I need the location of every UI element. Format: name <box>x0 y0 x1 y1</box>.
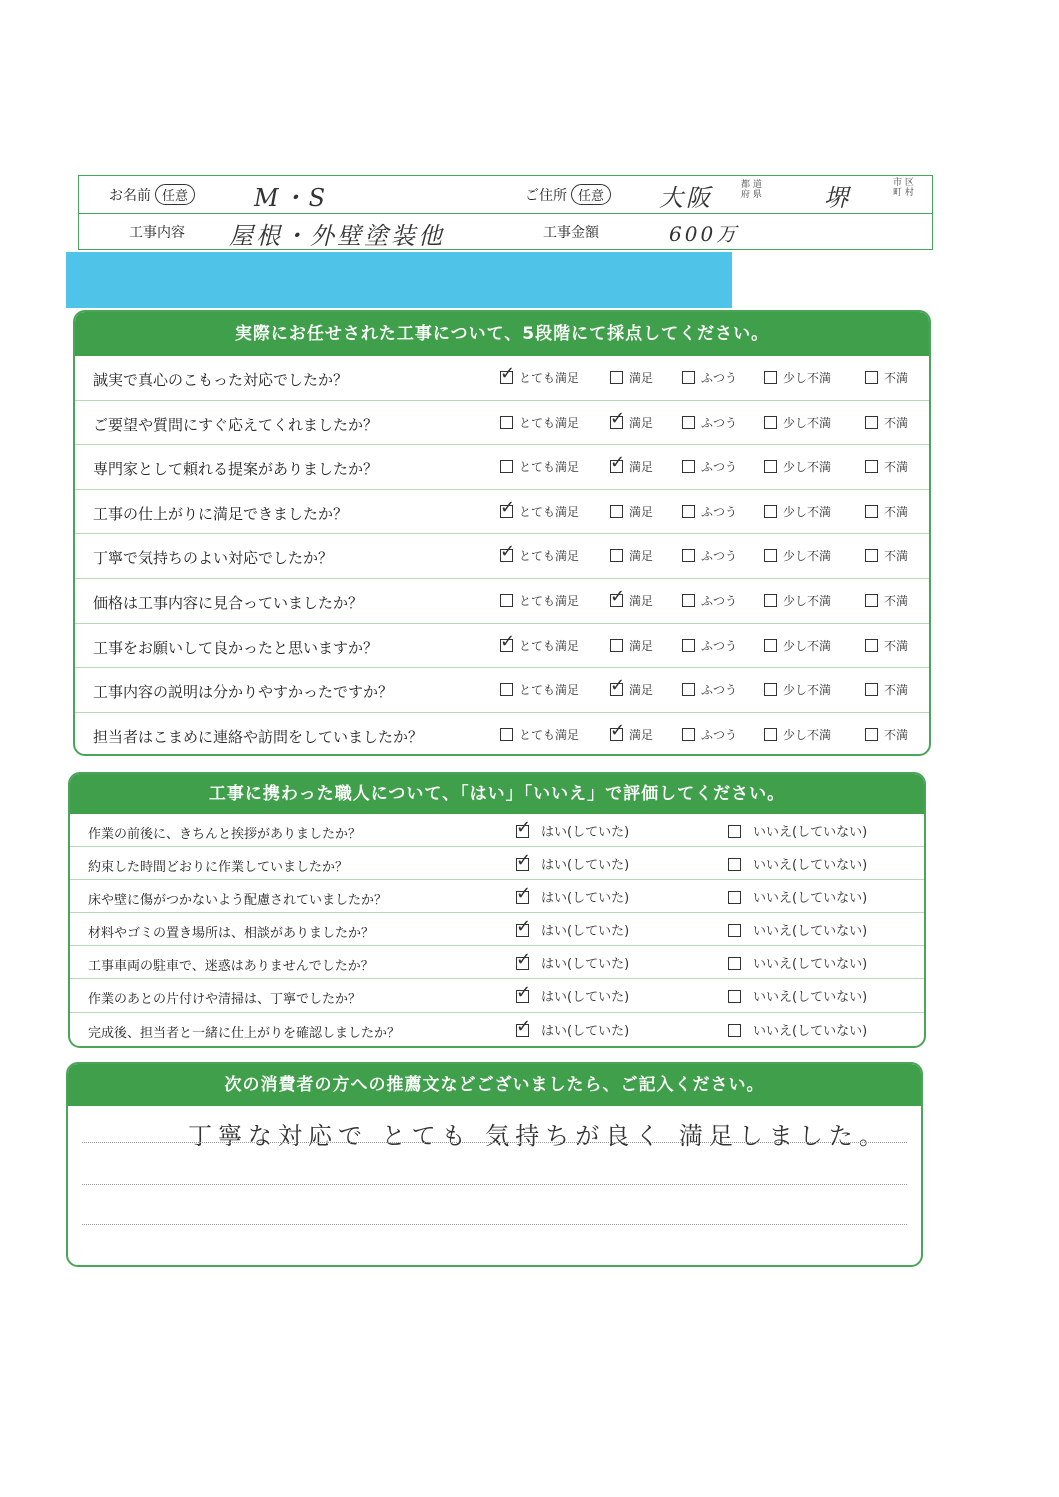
checkbox[interactable] <box>728 1024 741 1037</box>
rating-option[interactable] <box>865 681 908 698</box>
option-label: ふつう <box>701 504 738 519</box>
rating-row <box>75 668 929 713</box>
amount-value: 600万 <box>669 222 740 246</box>
rating-option[interactable] <box>682 726 737 743</box>
checkbox[interactable] <box>682 505 695 518</box>
checkbox[interactable] <box>682 683 695 696</box>
option-label: 不満 <box>884 593 909 608</box>
recommendation-section-title: 次の消費者の方への推薦文などございましたら、ご記入ください。 <box>68 1064 921 1106</box>
option-label: 少し不満 <box>783 460 832 475</box>
option-label: 不満 <box>884 683 909 698</box>
option-label: ふつう <box>701 638 738 653</box>
city-units: 市 区 町 村 <box>893 178 914 198</box>
checkbox[interactable] <box>728 891 741 904</box>
option-label: いいえ(していない) <box>753 924 868 940</box>
no-option[interactable] <box>728 854 867 873</box>
rating-option[interactable] <box>682 458 737 475</box>
option-label: とても満足 <box>519 415 580 430</box>
craftsman-row <box>70 847 924 880</box>
checkbox[interactable] <box>610 505 623 518</box>
option-label: 少し不満 <box>783 549 832 564</box>
checkbox[interactable] <box>610 416 623 429</box>
rating-option[interactable] <box>610 681 653 698</box>
option-label: ふつう <box>701 727 738 742</box>
yes-option[interactable] <box>516 953 629 972</box>
option-label: ふつう <box>701 593 738 608</box>
option-label: 満足 <box>629 460 654 475</box>
rating-option[interactable] <box>764 637 831 654</box>
rating-option[interactable] <box>865 458 908 475</box>
option-label: 不満 <box>884 460 909 475</box>
option-label: いいえ(していない) <box>753 891 868 907</box>
rating-option[interactable] <box>610 637 653 654</box>
rating-option[interactable] <box>500 547 579 564</box>
optional-badge: 任意 <box>571 184 611 205</box>
prefecture-units: 都 道 府 県 <box>741 180 762 200</box>
rating-question: 誠実で真心のこもった対応でしたか？ <box>93 371 349 389</box>
checkbox[interactable] <box>500 683 513 696</box>
checkbox[interactable] <box>682 639 695 652</box>
checkbox[interactable] <box>764 549 777 562</box>
rating-row <box>75 445 929 490</box>
rating-option[interactable] <box>764 458 831 475</box>
option-label: 満足 <box>629 371 654 385</box>
no-option[interactable] <box>728 821 867 840</box>
rating-option[interactable] <box>500 458 579 475</box>
option-label: 少し不満 <box>783 415 832 430</box>
craftsman-row <box>70 1013 924 1046</box>
option-label: ふつう <box>701 683 738 698</box>
option-label: いいえ(していない) <box>753 957 868 973</box>
address-prefecture: 大阪 <box>659 184 713 212</box>
craftsman-section-title: 工事に携わった職人について、「はい」「いいえ」で評価してください。 <box>70 774 924 814</box>
rating-question: 専門家として頼れる提案がありましたか？ <box>93 460 379 479</box>
rating-option[interactable] <box>500 414 579 431</box>
option-label: はい(していた) <box>541 990 630 1006</box>
comment-text: 丁寧な対応で とても 気持ちが良く 満足しました。 <box>188 1122 889 1150</box>
yes-option[interactable] <box>516 887 629 906</box>
craftsman-question: 作業の前後に、きちんと挨拶がありましたか？ <box>88 827 362 842</box>
craftsman-question: 作業のあとの片付けや清掃は、丁寧でしたか？ <box>88 992 362 1008</box>
option-label: 不満 <box>884 504 909 519</box>
work-value: 屋根・外壁塗装他 <box>229 222 445 250</box>
craftsman-question: 工事車両の駐車で、迷惑はありませんでしたか？ <box>88 959 374 975</box>
option-label: 満足 <box>629 683 654 698</box>
rating-row <box>75 401 929 446</box>
checkbox[interactable] <box>500 505 513 518</box>
yes-option[interactable] <box>516 821 629 840</box>
customer-info-box <box>78 175 933 250</box>
rating-option[interactable] <box>610 503 653 520</box>
rating-row <box>75 356 929 401</box>
checkbox[interactable] <box>865 639 878 652</box>
rating-option[interactable] <box>682 592 737 609</box>
rating-option[interactable] <box>764 726 831 743</box>
checkbox[interactable] <box>865 505 878 518</box>
yes-option[interactable] <box>516 1020 629 1039</box>
option-label: とても満足 <box>519 504 580 519</box>
option-label: 満足 <box>629 638 654 653</box>
checkbox[interactable] <box>728 990 741 1003</box>
option-label: 満足 <box>629 415 654 430</box>
rating-question: 工事内容の説明は分かりやすかったですか？ <box>93 683 394 702</box>
checkbox[interactable] <box>500 639 513 652</box>
redaction-bar <box>66 252 732 308</box>
rating-question: 工事をお願いして良かったと思いますか？ <box>93 638 379 657</box>
rating-option[interactable] <box>764 547 831 564</box>
rating-option[interactable] <box>682 414 737 431</box>
option-label: はい(していた) <box>541 858 630 874</box>
address-city: 堺 <box>824 184 851 212</box>
rating-option[interactable] <box>865 503 908 520</box>
rating-option[interactable] <box>764 503 831 520</box>
checkbox[interactable] <box>728 858 741 871</box>
rating-option[interactable] <box>500 637 579 654</box>
option-label: 不満 <box>884 549 909 564</box>
comment-area[interactable] <box>68 1106 921 1266</box>
checkbox[interactable] <box>728 825 741 838</box>
rating-option[interactable] <box>682 503 737 520</box>
checkbox[interactable] <box>764 639 777 652</box>
rating-option[interactable] <box>865 547 908 564</box>
option-label: とても満足 <box>519 593 580 608</box>
checkbox[interactable] <box>682 460 695 473</box>
option-label: ふつう <box>701 460 738 475</box>
rating-option[interactable] <box>865 637 908 654</box>
option-label: 不満 <box>884 638 909 653</box>
checkbox[interactable] <box>728 957 741 970</box>
checkbox[interactable] <box>764 416 777 429</box>
rating-option[interactable] <box>865 414 908 431</box>
checkbox[interactable] <box>516 1024 529 1037</box>
rating-option[interactable] <box>764 592 831 609</box>
craftsman-question: 床や壁に傷がつかないよう配慮されていましたか？ <box>88 893 388 909</box>
no-option[interactable] <box>728 953 867 972</box>
option-label: 満足 <box>629 504 654 519</box>
rating-option[interactable] <box>682 637 737 654</box>
craftsman-row <box>70 814 924 847</box>
craftsman-question: 材料やゴミの置き場所は、相談がありましたか？ <box>88 926 375 942</box>
craftsman-question: 約束した時間どおりに作業していましたか？ <box>88 860 349 876</box>
option-label: 少し不満 <box>783 371 832 385</box>
rating-option[interactable] <box>764 414 831 431</box>
checkbox[interactable] <box>865 683 878 696</box>
checkbox[interactable] <box>764 683 777 696</box>
rating-row <box>75 579 929 624</box>
craftsman-row <box>70 913 924 946</box>
amount-label: 工事金額 <box>543 225 599 241</box>
rating-option[interactable] <box>682 681 737 698</box>
rating-row <box>75 490 929 535</box>
recommendation-section <box>66 1062 923 1267</box>
rating-option[interactable] <box>610 414 653 431</box>
address-label: ご住所 任意 <box>525 184 611 205</box>
checkbox[interactable] <box>764 594 777 607</box>
rating-question: 担当者はこまめに連絡や訪問をしていましたか？ <box>93 727 424 746</box>
craftsman-question: 完成後、担当者と一緒に仕上がりを確認しましたか？ <box>88 1025 401 1041</box>
checkbox[interactable] <box>516 924 529 937</box>
dotted-line <box>82 1184 907 1185</box>
option-label: いいえ(していない) <box>753 825 868 840</box>
checkbox[interactable] <box>682 416 695 429</box>
rating-option[interactable] <box>682 369 737 386</box>
option-label: はい(していた) <box>541 957 630 973</box>
rating-option[interactable] <box>764 681 831 698</box>
rating-option[interactable] <box>865 726 908 743</box>
option-label: ふつう <box>701 549 738 564</box>
checkbox[interactable] <box>764 371 777 384</box>
checkbox[interactable] <box>516 957 529 970</box>
rating-row <box>75 534 929 579</box>
yes-option[interactable] <box>516 986 629 1005</box>
option-label: 少し不満 <box>783 504 832 519</box>
no-option[interactable] <box>728 1020 867 1039</box>
option-label: とても満足 <box>519 371 580 385</box>
checkbox[interactable] <box>516 858 529 871</box>
name-label: お名前 任意 <box>109 184 195 205</box>
checkbox[interactable] <box>682 728 695 741</box>
checkbox[interactable] <box>610 683 623 696</box>
option-label: とても満足 <box>519 549 580 564</box>
option-label: いいえ(していない) <box>753 858 868 874</box>
checkbox[interactable] <box>865 416 878 429</box>
rating-option[interactable] <box>610 369 653 386</box>
rating-question: 価格は工事内容に見合っていましたか？ <box>93 593 364 612</box>
rating-option[interactable] <box>500 503 579 520</box>
checkbox[interactable] <box>865 371 878 384</box>
option-label: いいえ(していない) <box>753 990 868 1006</box>
option-label: とても満足 <box>519 638 580 653</box>
option-label: ふつう <box>701 415 738 430</box>
option-label: ふつう <box>701 371 738 385</box>
option-label: 少し不満 <box>783 683 832 698</box>
rating-option[interactable] <box>865 592 908 609</box>
checkbox[interactable] <box>865 549 878 562</box>
rating-option[interactable] <box>500 369 579 386</box>
checkbox[interactable] <box>865 728 878 741</box>
no-option[interactable] <box>728 920 867 939</box>
rating-row <box>75 624 929 669</box>
option-label: 不満 <box>884 371 909 385</box>
rating-option[interactable] <box>500 592 579 609</box>
rating-option[interactable] <box>865 369 908 386</box>
option-label: 不満 <box>884 415 909 430</box>
rating-option[interactable] <box>500 681 579 698</box>
yes-option[interactable] <box>516 920 629 939</box>
yes-option[interactable] <box>516 854 629 873</box>
checkbox[interactable] <box>728 924 741 937</box>
rating-section <box>73 310 931 756</box>
rating-option[interactable] <box>764 369 831 386</box>
option-label: とても満足 <box>519 683 580 698</box>
checkbox[interactable] <box>500 371 513 384</box>
no-option[interactable] <box>728 986 867 1005</box>
rating-option[interactable] <box>500 726 579 743</box>
checkbox[interactable] <box>500 728 513 741</box>
checkbox[interactable] <box>682 371 695 384</box>
option-label: とても満足 <box>519 727 580 742</box>
option-label: 満足 <box>629 593 654 608</box>
checkbox[interactable] <box>865 460 878 473</box>
checkbox[interactable] <box>764 460 777 473</box>
option-label: 不満 <box>884 727 909 742</box>
checkbox[interactable] <box>610 460 623 473</box>
option-label: はい(していた) <box>541 924 630 940</box>
rating-section-title: 実際にお任せされた工事について、5段階にて採点してください。 <box>75 312 929 356</box>
checkbox[interactable] <box>500 549 513 562</box>
craftsman-row <box>70 979 924 1012</box>
rating-option[interactable] <box>610 458 653 475</box>
craftsman-row <box>70 946 924 979</box>
rating-option[interactable] <box>610 726 653 743</box>
checkbox[interactable] <box>610 594 623 607</box>
checkbox[interactable] <box>500 594 513 607</box>
rating-option[interactable] <box>682 547 737 564</box>
no-option[interactable] <box>728 887 867 906</box>
dotted-line <box>82 1142 907 1143</box>
option-label: 少し不満 <box>783 638 832 653</box>
rating-question: 工事の仕上がりに満足できましたか？ <box>93 504 349 523</box>
option-label: 満足 <box>629 727 654 742</box>
checkbox[interactable] <box>682 549 695 562</box>
checkbox[interactable] <box>865 594 878 607</box>
divider <box>79 213 932 214</box>
checkbox[interactable] <box>500 460 513 473</box>
rating-question: 丁寧で気持ちのよい対応でしたか？ <box>93 549 334 568</box>
name-value: M・S <box>254 184 329 212</box>
rating-row <box>75 713 929 756</box>
option-label: 少し不満 <box>783 727 832 742</box>
checkbox[interactable] <box>500 416 513 429</box>
craftsman-row <box>70 880 924 913</box>
option-label: はい(していた) <box>541 891 630 907</box>
checkbox[interactable] <box>610 371 623 384</box>
checkbox[interactable] <box>610 549 623 562</box>
checkbox[interactable] <box>682 594 695 607</box>
option-label: 少し不満 <box>783 593 832 608</box>
optional-badge: 任意 <box>155 184 195 205</box>
option-label: 満足 <box>629 549 654 564</box>
checkbox[interactable] <box>764 728 777 741</box>
dotted-line <box>82 1224 907 1225</box>
checkbox[interactable] <box>610 639 623 652</box>
rating-option[interactable] <box>610 592 653 609</box>
checkbox[interactable] <box>764 505 777 518</box>
option-label: はい(していた) <box>541 1023 630 1039</box>
option-label: いいえ(していない) <box>753 1023 868 1039</box>
work-label: 工事内容 <box>129 225 185 241</box>
checkbox[interactable] <box>516 891 529 904</box>
craftsman-section <box>68 772 926 1048</box>
checkbox[interactable] <box>516 825 529 838</box>
rating-option[interactable] <box>610 547 653 564</box>
option-label: はい(していた) <box>541 825 630 840</box>
checkbox[interactable] <box>516 990 529 1003</box>
rating-question: ご要望や質問にすぐ応えてくれましたか？ <box>93 415 379 434</box>
checkbox[interactable] <box>610 728 623 741</box>
option-label: とても満足 <box>519 460 580 475</box>
